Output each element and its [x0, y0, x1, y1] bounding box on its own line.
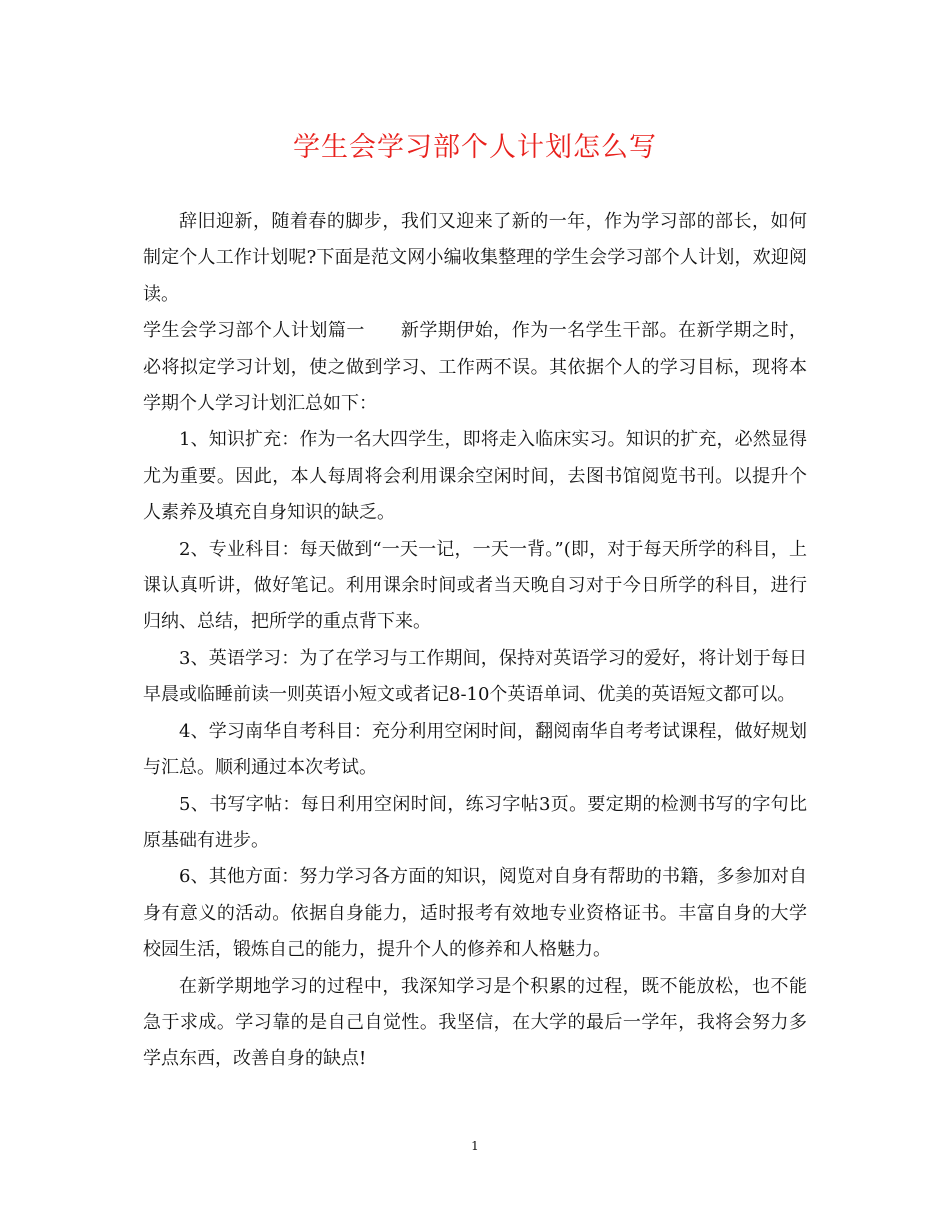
plan-item-6: 6、其他方面：努力学习各方面的知识，阅览对自身有帮助的书籍，多参加对自身有意义的活动。依据自身能力，适时报考有效地专业资格证书。丰富自身的大学校园生活，锻炼自己的能力，提升个人的修养和人格魅力。: [143, 866, 807, 961]
plan-item-4: 4、学习南华自考科目：充分利用空闲时间，翻阅南华自考考试课程，做好规划与汇总。顺利通过本次考试。: [143, 720, 807, 779]
intro-paragraph: 辞旧迎新，随着春的脚步，我们又迎来了新的一年，作为学习部的部长，如何制定个人工作计划呢?下面是范文网小编收集整理的学生会学习部个人计划，欢迎阅读。: [143, 211, 807, 305]
plan-item-1: 1、知识扩充：作为一名大四学生，即将走入临床实习。知识的扩充，必然显得尤为重要。因此，本人每周将会利用课余空闲时间，去图书馆阅览书刊。以提升个人素养及填充自身知识的缺乏。: [143, 429, 807, 524]
plan-item-3: 3、英语学习：为了在学习与工作期间，保持对英语学习的爱好，将计划于每日早晨或临睡前读一则英语小短文或者记8-10个英语单词、优美的英语短文都可以。: [143, 647, 807, 706]
page-number: 1: [471, 1139, 479, 1153]
section-text: 新学期伊始，作为一名学生干部。在新学期之时，必将拟定学习计划，使之做到学习、工作两不误。其依据个人的学习目标，现将本学期个人学习计划汇总如下：: [143, 320, 808, 415]
section-heading: 学生会学习部个人计划篇一: [143, 320, 365, 342]
closing-paragraph: 在新学期地学习的过程中，我深知学习是个积累的过程，既不能放松，也不能急于求成。学习靠的是自己自觉性。我坚信，在大学的最后一学年，我将会努力多学点东西，改善自身的缺点!: [143, 975, 807, 1070]
section-paragraph: [143, 313, 807, 422]
plan-item-2: 2、专业科目：每天做到“一天一记，一天一背。”(即，对于每天所学的科目，上课认真听讲，做好笔记。利用课余时间或者当天晚自习对于今日所学的科目，进行归纳、总结，把所学的重点背下来。: [143, 538, 807, 633]
document-body: [143, 204, 807, 1078]
document-title: 学生会学习部个人计划怎么写: [293, 132, 657, 163]
plan-item-5: 5、书写字帖：每日利用空闲时间，练习字帖3页。要定期的检测书写的字句比原基础有进步。: [143, 793, 807, 851]
